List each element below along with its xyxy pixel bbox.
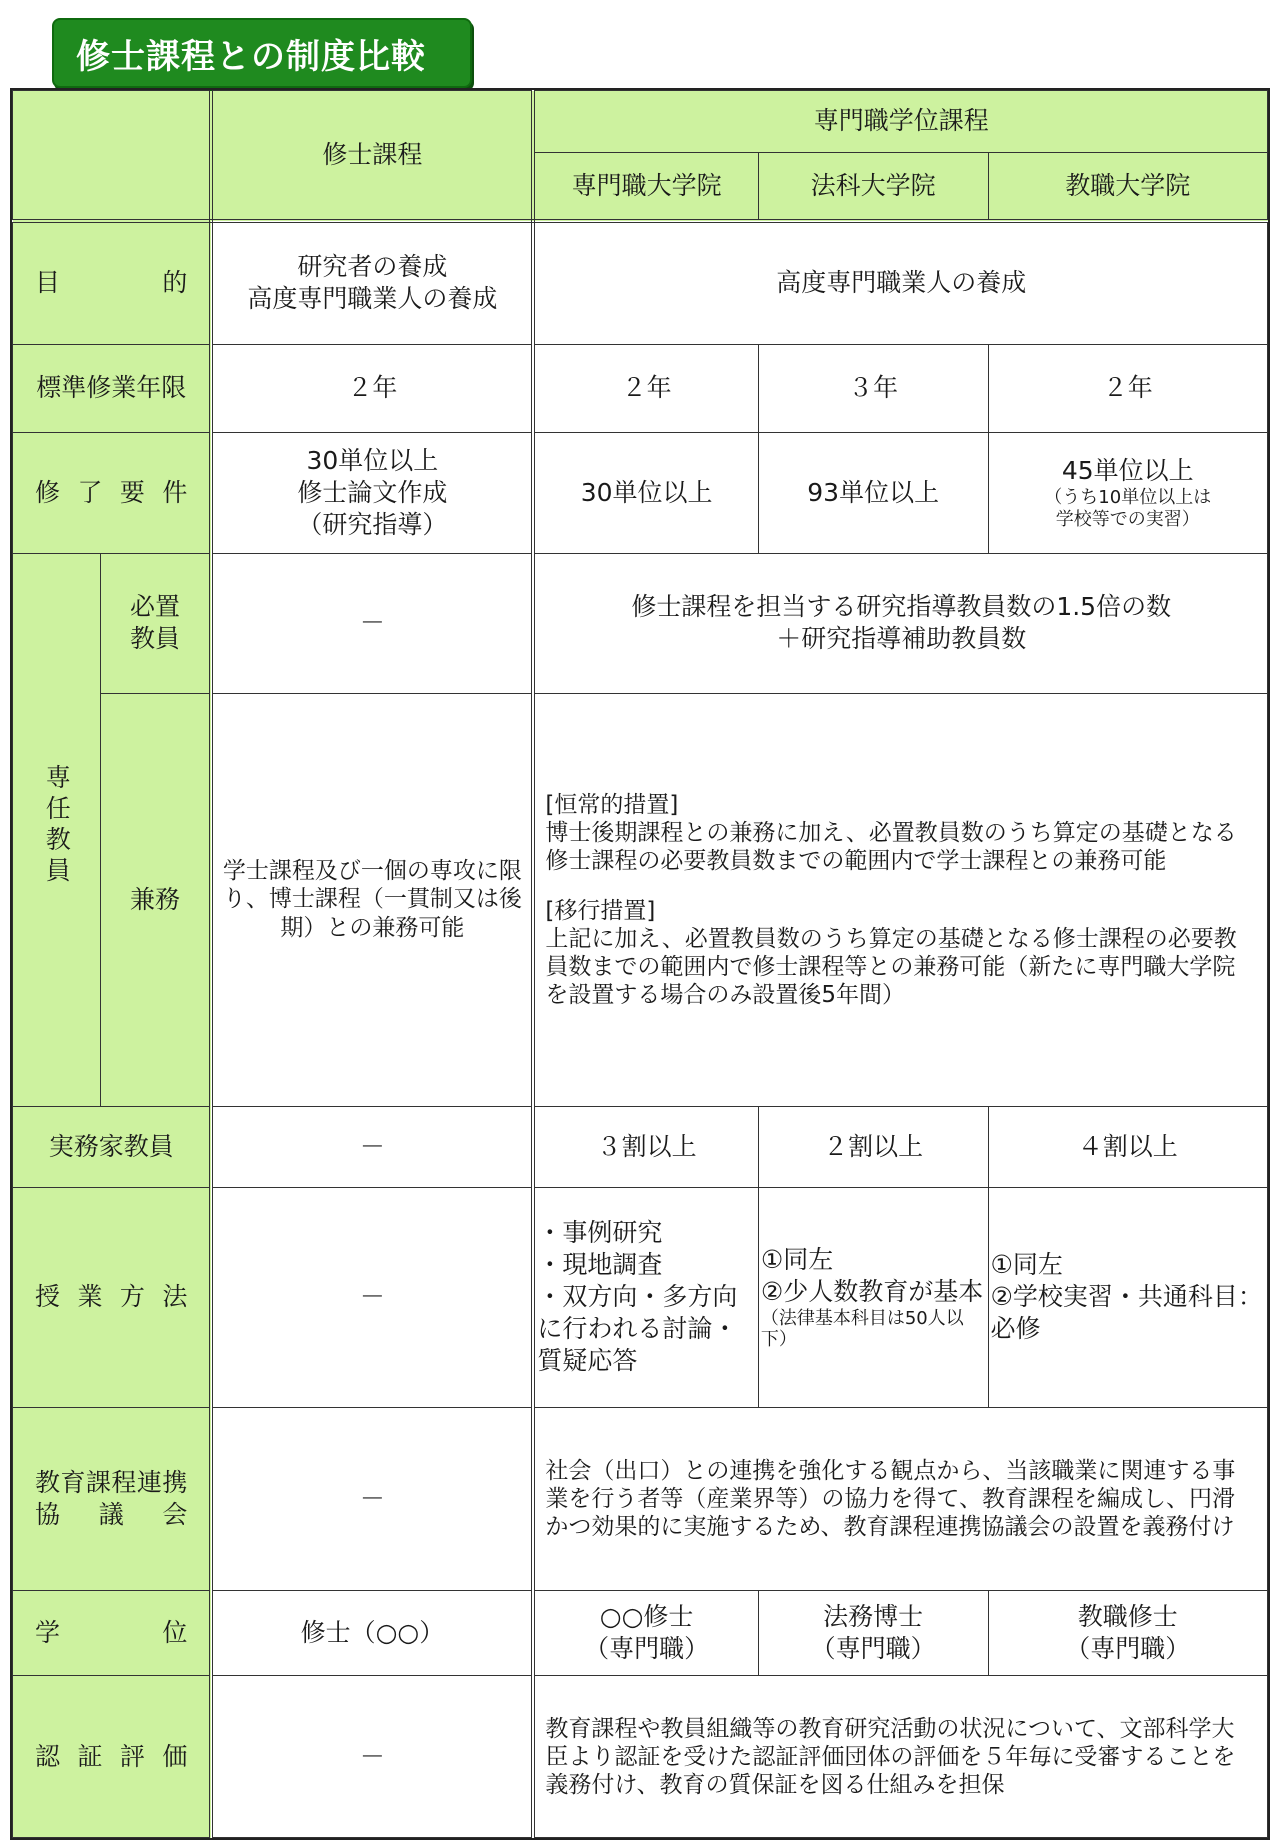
concurrent-masters: 学士課程及び一個の専攻に限り、博士課程（一貫制又は後期）との兼務可能 [211, 693, 533, 1106]
method-prof-line3: ・双方向・多方向に行われる討論・質疑応答 [537, 1282, 738, 1376]
purpose-masters-line1: 研究者の養成 [297, 252, 448, 282]
header-prof-grad: 専門職大学院 [533, 152, 758, 221]
purpose-masters [211, 221, 533, 344]
degree-prof-line2: （専門職） [584, 1634, 710, 1664]
page-title: 修士課程との制度比較 [76, 36, 426, 77]
concurrent-transition-block [545, 897, 1257, 1009]
row-label-required-faculty [100, 553, 211, 693]
page-title-badge [52, 18, 472, 88]
purpose-professional: 高度専門職業人の養成 [533, 221, 1267, 344]
concurrent-transition-text: 上記に加え、必置教員数のうち算定の基礎となる修士課程の必要教員数までの範囲内で修士課程等との兼務可能（新たに専門職大学院を設置する場合のみ設置後5年間） [545, 925, 1237, 1008]
degree-teacher-line1: 教職修士 [1077, 1602, 1178, 1632]
method-law-school [758, 1187, 988, 1408]
degree-law-line1: 法務博士 [823, 1602, 924, 1632]
method-prof-line2: ・現地調査 [537, 1250, 663, 1280]
practitioner-masters: － [211, 1106, 533, 1187]
degree-teacher-school [988, 1591, 1267, 1676]
row-label-method: 授業方法 [13, 1187, 212, 1408]
row-label-council: 教育課程連携協議会 [13, 1408, 212, 1591]
header-corner [13, 91, 212, 222]
completion-law-school: 93単位以上 [758, 432, 988, 553]
row-label-degree: 学 位 [13, 1591, 212, 1676]
council-professional: 社会（出口）との連携を強化する観点から、当該職業に関連する事業を行う者等（産業界等）の協力を得て、教育課程を編成し、円滑かつ効果的に実施するため、教育課程連携協議会の設置を義務付け [533, 1408, 1267, 1591]
practitioner-prof-grad: ３割以上 [533, 1106, 758, 1187]
concurrent-permanent-text: 博士後期課程との兼務に加え、必置教員数のうち算定の基礎となる修士課程の必要教員数までの範囲内で学士課程との兼務可能 [545, 819, 1237, 874]
degree-law-line2: （専門職） [810, 1634, 936, 1664]
completion-masters-line1: 30単位以上 [306, 445, 439, 475]
accreditation-professional: 教育課程や教員組織等の教育研究活動の状況について、文部科学大臣より認証を受けた認証評価団体の評価を５年毎に受審することを義務付け、教育の質保証を図る仕組みを担保 [533, 1676, 1267, 1838]
required-faculty-prof-line1: 修士課程を担当する研究指導教員数の1.5倍の数 [631, 592, 1172, 622]
completion-prof-grad: 30単位以上 [533, 432, 758, 553]
method-masters: － [211, 1187, 533, 1408]
method-law-line1: ①同左 [760, 1244, 834, 1274]
method-prof-line1: ・事例研究 [537, 1218, 663, 1248]
purpose-masters-line2: 高度専門職業人の養成 [247, 284, 498, 314]
method-law-line3: （法律基本科目は50人以下） [760, 1307, 964, 1351]
required-faculty-professional [533, 553, 1267, 693]
method-teacher-line2: ②学校実習・共通科目：必修 [990, 1282, 1263, 1344]
completion-teacher-line2: （うち10単位以上は [1044, 487, 1212, 509]
comparison-table [12, 90, 1268, 1838]
method-prof-grad [533, 1187, 758, 1408]
required-faculty-label-line2: 教員 [129, 624, 180, 654]
completion-teacher-line1: 45単位以上 [1061, 456, 1194, 486]
required-faculty-label-line1: 必置 [129, 592, 180, 622]
header-teacher-school: 教職大学院 [988, 152, 1267, 221]
header-masters: 修士課程 [211, 91, 533, 222]
comparison-table-frame [10, 88, 1270, 1840]
degree-teacher-line2: （専門職） [1065, 1634, 1191, 1664]
completion-masters-line2: 修士論文作成 [297, 477, 448, 507]
row-label-completion: 修了要件 [13, 432, 212, 553]
concurrent-transition-heading: [移行措置] [545, 897, 656, 924]
degree-prof-grad [533, 1591, 758, 1676]
period-prof-grad: ２年 [533, 344, 758, 432]
completion-teacher-line3: 学校等での実習） [1055, 508, 1200, 530]
concurrent-professional [533, 693, 1267, 1106]
council-masters: － [211, 1408, 533, 1591]
practitioner-law-school: ２割以上 [758, 1106, 988, 1187]
row-label-accreditation: 認証評価 [13, 1676, 212, 1838]
row-label-concurrent: 兼務 [100, 693, 211, 1106]
completion-masters-line3: （研究指導） [297, 509, 448, 539]
concurrent-permanent-heading: [恒常的措置] [545, 791, 679, 818]
header-professional: 専門職学位課程 [533, 91, 1267, 153]
faculty-group-label: 専任教員 [42, 763, 72, 888]
period-teacher-school: ２年 [988, 344, 1267, 432]
concurrent-permanent-block [545, 791, 1257, 875]
period-masters: ２年 [211, 344, 533, 432]
required-faculty-masters: － [211, 553, 533, 693]
row-label-period: 標準修業年限 [13, 344, 212, 432]
period-law-school: ３年 [758, 344, 988, 432]
method-teacher-line1: ①同左 [990, 1250, 1063, 1280]
practitioner-teacher-school: ４割以上 [988, 1106, 1267, 1187]
row-label-practitioner: 実務家教員 [13, 1106, 212, 1187]
degree-masters: 修士（○○） [211, 1591, 533, 1676]
header-law-school: 法科大学院 [758, 152, 988, 221]
row-label-faculty-group [13, 553, 101, 1106]
degree-prof-line1: ○○修士 [599, 1602, 694, 1632]
accreditation-masters: － [211, 1676, 533, 1838]
degree-law-school [758, 1591, 988, 1676]
completion-masters [211, 432, 533, 553]
required-faculty-prof-line2: ＋研究指導補助教員数 [776, 624, 1027, 654]
row-label-purpose: 目 的 [13, 221, 212, 344]
method-law-line2: ②少人数教育が基本 [760, 1276, 984, 1306]
method-teacher-school [988, 1187, 1267, 1408]
completion-teacher-school [988, 432, 1267, 553]
